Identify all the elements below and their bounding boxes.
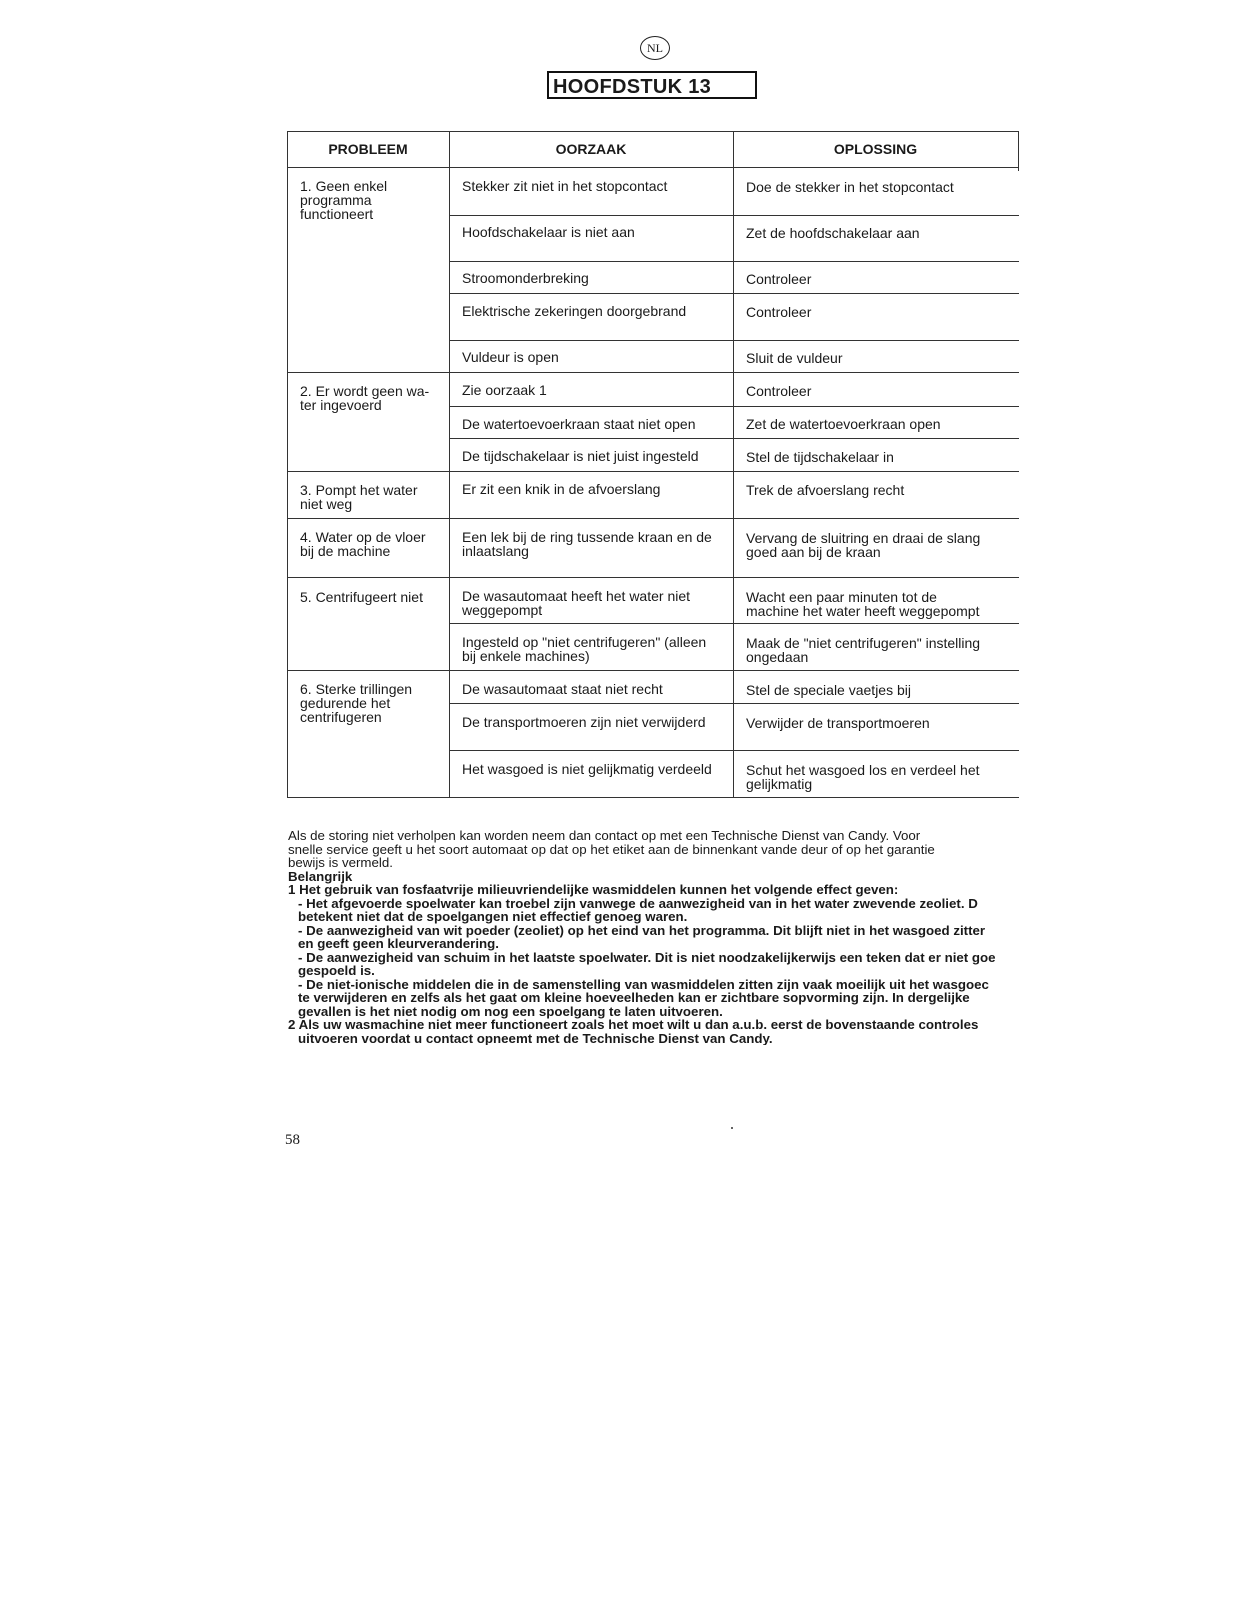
solution-cell: Controleer [746,383,812,399]
intro-line: snelle service geeft u het soort automaat op dat op het etiket aan de binnenkant vande deur of op het garantie [288,841,935,857]
row-rule [287,471,1019,472]
problem-6: 6. Sterke trillingen gedurende het centrifugeren [300,681,413,725]
cause-cell: Vuldeur is open [462,349,559,365]
note-line: betekent niet dat de spoelgangen niet effectief genoeg waren. [298,909,688,924]
solution-cell: Stel de tijdschakelaar in [746,449,894,465]
note-line: - De niet-ionische middelen die in de samenstelling van wasmiddelen zitten zijn vaak moeilijk uit het wasgoec [298,976,989,992]
cause-cell: Stekker zit niet in het stopcontact [462,178,668,194]
cause-cell: Elektrische zekeringen doorgebrand [462,303,687,319]
row-rule [287,372,1019,373]
table-divider-1 [449,131,450,797]
cause-cell: Stroomonderbreking [462,270,589,286]
note-line: gevallen is het niet nodig om nog een spoelgang te laten uitvoeren. [298,1003,723,1019]
cause-cell: De wasautomaat heeft het water niet weggepompt [462,588,691,618]
note-line: uitvoeren voordat u contact opneemt met de Technische Dienst van Candy. [298,1030,773,1045]
problem-3: 3. Pompt het water niet weg [300,482,418,512]
row-rule [287,577,1019,578]
row-rule [449,438,1019,439]
header-problem: PROBLEEM [328,141,408,157]
problem-1: 1. Geen enkel programma functioneert [300,178,388,222]
table-divider-2 [733,131,734,797]
note-item-2: 2 Als uw wasmachine niet meer functioneert zoals het moet wilt u dan a.u.b. eerst de bovenstaande controles [288,1017,979,1032]
solution-cell: Zet de watertoevoerkraan open [746,416,941,432]
note-line: - De aanwezigheid van schuim in het laatste spoelwater. Dit is niet noodzakelijkerwijs een teken dat er niet goe [298,949,996,965]
row-rule [449,703,1019,704]
solution-cell: Zet de hoofdschakelaar aan [746,225,920,241]
cause-cell: De watertoevoerkraan staat niet open [462,416,696,432]
row-rule [449,623,1019,624]
note-line: en geeft geen kleurverandering. [298,936,499,951]
row-rule [287,518,1019,519]
notes-section [288,829,1023,1045]
solution-cell: Schut het wasgoed los en verdeel het gelijkmatig [746,762,980,792]
row-rule [449,215,1019,216]
note-line: te verwijderen en zelfs als het gaat om kleine hoeveelheden kan er zichtbare sopvorming zijn. In dergelijke [298,990,970,1005]
note-item-1-title: 1 Het gebruik van fosfaatvrije milieuvriendelijke wasmiddelen kunnen het volgende effect geven: [288,882,899,897]
solution-cell: Controleer [746,304,812,320]
solution-cell: Verwijder de transportmoeren [746,715,930,731]
solution-cell: Controleer [746,271,812,287]
cause-cell: De wasautomaat staat niet recht [462,681,663,697]
solution-cell: Maak de "niet centrifugeren" instelling ongedaan [746,635,981,665]
page-number: 58 [285,1132,300,1148]
table-border-top [287,131,1019,132]
header-solution: OPLOSSING [833,141,918,157]
cause-cell: Er zit een knik in de afvoerslang [462,481,661,497]
note-line: - De aanwezigheid van wit poeder (zeoliet) op het eind van het programma. Dit blijft niet in het wasgoed zitter [298,922,986,938]
language-badge: NL [640,36,670,60]
cause-cell: Hoofdschakelaar is niet aan [462,224,635,240]
solution-cell: Sluit de vuldeur [746,350,843,366]
intro-line: bewijs is vermeld. [288,855,393,870]
solution-cell: Doe de stekker in het stopcontact [746,179,954,195]
row-rule [449,261,1019,262]
important-label: Belangrijk [288,868,353,884]
solution-cell: Stel de speciale vaetjes bij [746,682,911,698]
row-rule [449,293,1019,294]
table-border-right [1018,131,1019,171]
cause-cell: Zie oorzaak 1 [462,382,547,398]
intro-line: Als de storing niet verholpen kan worden neem dan contact op met een Technische Dienst van Candy. Voor [288,829,921,843]
row-rule [449,750,1019,751]
note-line: gespoeld is. [298,963,375,978]
note-line: - Het afgevoerde spoelwater kan troebel zijn vanwege de aanwezigheid van in het water zwevende zeoliet. D [298,895,978,911]
problem-2: 2. Er wordt geen wa- ter ingevoerd [300,383,430,413]
problem-4: 4. Water op de vloer bij de machine [300,529,426,559]
problem-5: 5. Centrifugeert niet [300,589,423,605]
table-border-left [287,131,288,797]
row-rule [449,406,1019,407]
chapter-title: HOOFDSTUK 13 [547,71,757,99]
solution-cell: Trek de afvoerslang recht [746,482,905,498]
cause-cell: De tijdschakelaar is niet juist ingesteld [462,448,699,464]
cause-cell: Een lek bij de ring tussende kraan en de inlaatslang [462,529,712,559]
cause-cell: Ingesteld op "niet centrifugeren" (alleen bij enkele machines) [462,634,707,664]
cause-cell: De transportmoeren zijn niet verwijderd [462,714,706,730]
table-border-bottom [287,797,1019,798]
row-rule [287,670,1019,671]
stray-mark [731,1127,733,1129]
header-rule [287,167,1019,168]
cause-cell: Het wasgoed is niet gelijkmatig verdeeld [462,761,712,777]
solution-cell: Wacht een paar minuten tot de machine het water heeft weggepompt [746,589,980,619]
solution-cell: Vervang de sluitring en draai de slang goed aan bij de kraan [746,530,981,560]
row-rule [449,340,1019,341]
header-cause: OORZAAK [555,141,627,157]
